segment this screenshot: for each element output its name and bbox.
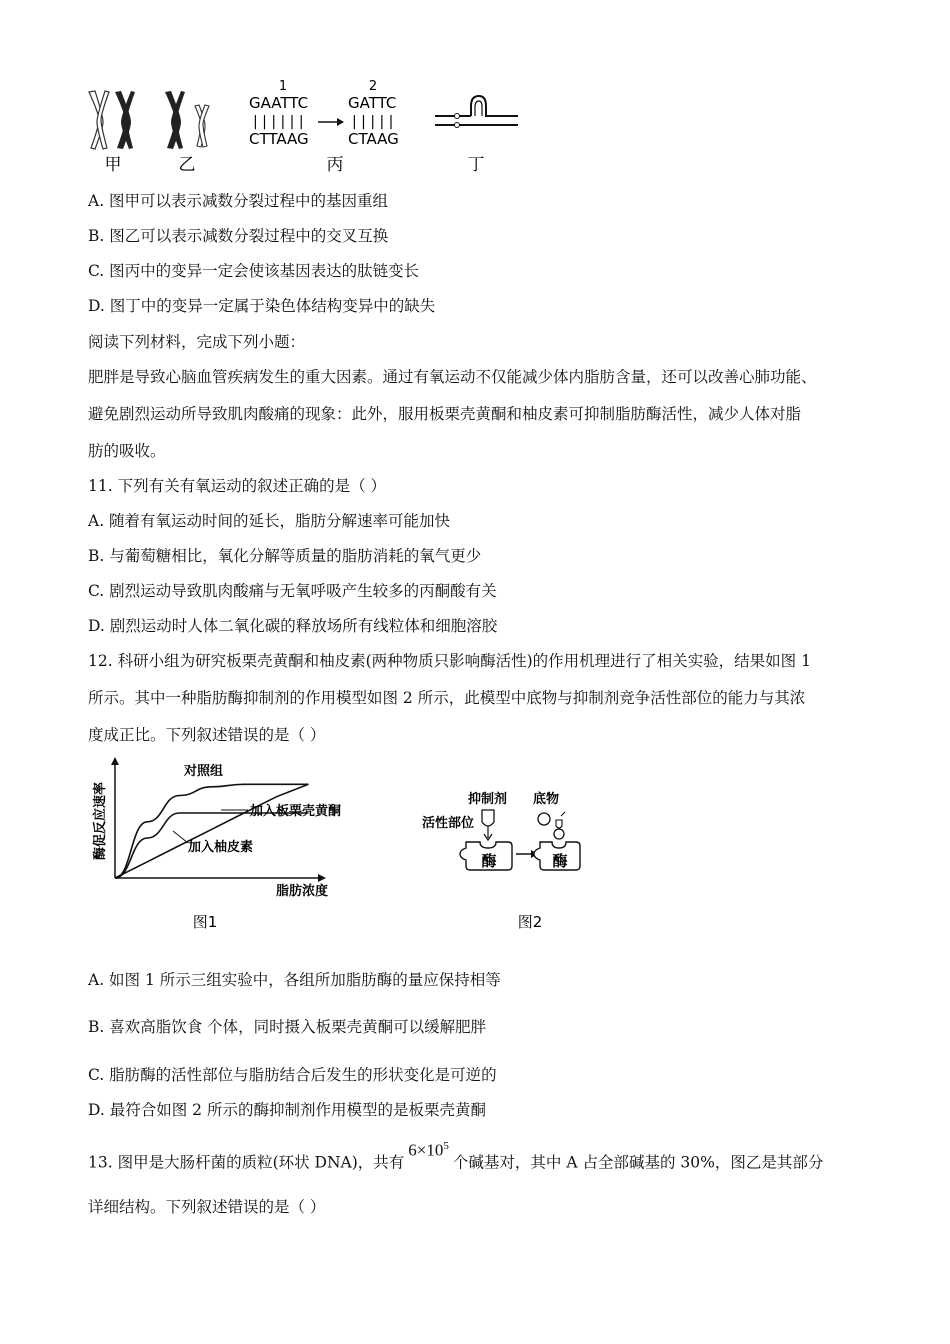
label-jia: 甲 (104, 155, 122, 175)
chromosome-figure-jia (89, 91, 135, 149)
seq2-bottom-strand: CTAAG (348, 130, 399, 148)
figure-2-caption: 图2 (517, 913, 543, 931)
q11-option-c: C. 剧烈运动导致肌肉酸痛与无氧呼吸产生较多的丙酮酸有关 (88, 582, 497, 600)
seq2-number: 2 (368, 79, 378, 94)
seq2-bonds: | | | | | (352, 114, 394, 130)
q11-option-a: A. 随着有氧运动时间的延长，脂肪分解速率可能加快 (88, 512, 451, 530)
inhibitor-shape (482, 810, 494, 826)
seq1-bottom-strand: CTTAAG (249, 130, 309, 148)
q12-option-d: D. 最符合如图 2 所示的酶抑制剂作用模型的是板栗壳黄酮 (88, 1101, 486, 1119)
q12-stem-line-3: 度成正比。下列叙述错误的是（ ） (88, 726, 326, 744)
label-ding: 丁 (467, 155, 485, 175)
q10-option-b: B. 图乙可以表示减数分裂过程中的交叉互换 (88, 227, 389, 245)
enzyme-label-2: 酶 (552, 852, 568, 870)
y-axis-arrow-icon (111, 757, 119, 765)
substrate-label: 底物 (533, 792, 560, 807)
material-line-2: 避免剧烈运动所导致肌肉酸痛的现象：此外，服用板栗壳黄酮和柚皮素可抑制脂肪酶活性，减少人体对脂 (88, 405, 802, 423)
curve-label-control: 对照组 (184, 764, 224, 779)
y-axis-label: 酶促反应速率 (93, 781, 108, 861)
x-axis-arrow-icon (318, 874, 326, 882)
curve-label-banli: 加入板栗壳黄酮 (250, 804, 342, 819)
chromosome-figure-yi (165, 91, 209, 149)
active-site-label: 活性部位 (422, 816, 475, 831)
x-axis-label: 脂肪浓度 (276, 884, 329, 899)
seq1-bonds: | | | | | | (253, 114, 304, 130)
q11-option-b: B. 与葡萄糖相比，氧化分解等质量的脂肪消耗的氧气更少 (88, 547, 482, 565)
q10-option-d: D. 图丁中的变异一定属于染色体结构变异中的缺失 (88, 297, 436, 315)
material-line-1: 肥胖是导致心脑血管疾病发生的重大因素。通过有氧运动不仅能减少体内脂肪含量，还可以改善心肺功能、 (88, 368, 817, 386)
arrow-head-icon (337, 118, 344, 126)
q11-option-d: D. 剧烈运动时人体二氧化碳的释放场所有线粒体和细胞溶胶 (88, 617, 498, 635)
label-yi: 乙 (178, 155, 196, 175)
reading-intro: 阅读下列材料，完成下列小题： (88, 333, 306, 351)
q11-stem: 11. 下列有关有氧运动的叙述正确的是（ ） (88, 477, 387, 495)
figure-1-chart (88, 755, 368, 940)
q13-formula-base: 6×10 (408, 1140, 444, 1160)
q12-option-b: B. 喜欢高脂饮食 个体，同时摄入板栗壳黄酮可以缓解肥胖 (88, 1018, 487, 1036)
chromosome-loop-figure-ding (435, 96, 518, 128)
substrate-shape (538, 813, 550, 825)
series-youpi-line (115, 784, 309, 878)
material-line-3: 肪的吸收。 (88, 442, 166, 460)
leader-line-youpi (173, 831, 188, 843)
q13-stem-before: 13. 图甲是大肠杆菌的质粒(环状 DNA)，共有 (88, 1153, 405, 1172)
figure-2-model (420, 786, 600, 938)
top-figure (85, 78, 525, 178)
q13-stem-line-2: 详细结构。下列叙述错误的是（ ） (88, 1198, 326, 1216)
q13-formula (408, 1136, 449, 1161)
q10-option-c: C. 图丙中的变异一定会使该基因表达的肽链变长 (88, 262, 420, 280)
figure-1-caption: 图1 (192, 913, 218, 931)
dna-sequence-figure-bing (249, 79, 399, 148)
q12-stem-line-2: 所示。其中一种脂肪酶抑制剂的作用模型如图 2 所示，此模型中底物与抑制剂竞争活性部位的能力与其浓 (88, 689, 806, 707)
seq1-top-strand: GAATTC (249, 94, 309, 112)
seq1-number: 1 (278, 79, 288, 94)
q12-stem-line-1: 12. 科研小组为研究板栗壳黄酮和柚皮素(两种物质只影响酶活性)的作用机理进行了相关实验，结果如图 1 (88, 652, 811, 670)
chart-series-group (115, 784, 309, 878)
q13-stem-line-1 (88, 1140, 824, 1173)
label-bing: 丙 (326, 155, 344, 175)
q13-formula-exponent: 5 (443, 1140, 449, 1152)
q10-option-a: A. 图甲可以表示减数分裂过程中的基因重组 (88, 192, 389, 210)
enzyme-label-1: 酶 (481, 852, 497, 870)
q13-stem-after: 个碱基对，其中 A 占全部碱基的 30%，图乙是其部分 (452, 1153, 824, 1172)
inhibitor-label: 抑制剂 (468, 792, 508, 807)
seq2-top-strand: GATTC (348, 94, 397, 112)
curve-label-youpi: 加入柚皮素 (188, 840, 254, 855)
q12-option-c: C. 脂肪酶的活性部位与脂肪结合后发生的形状变化是可逆的 (88, 1066, 497, 1084)
q12-option-a: A. 如图 1 所示三组实验中，各组所加脂肪酶的量应保持相等 (88, 971, 501, 989)
